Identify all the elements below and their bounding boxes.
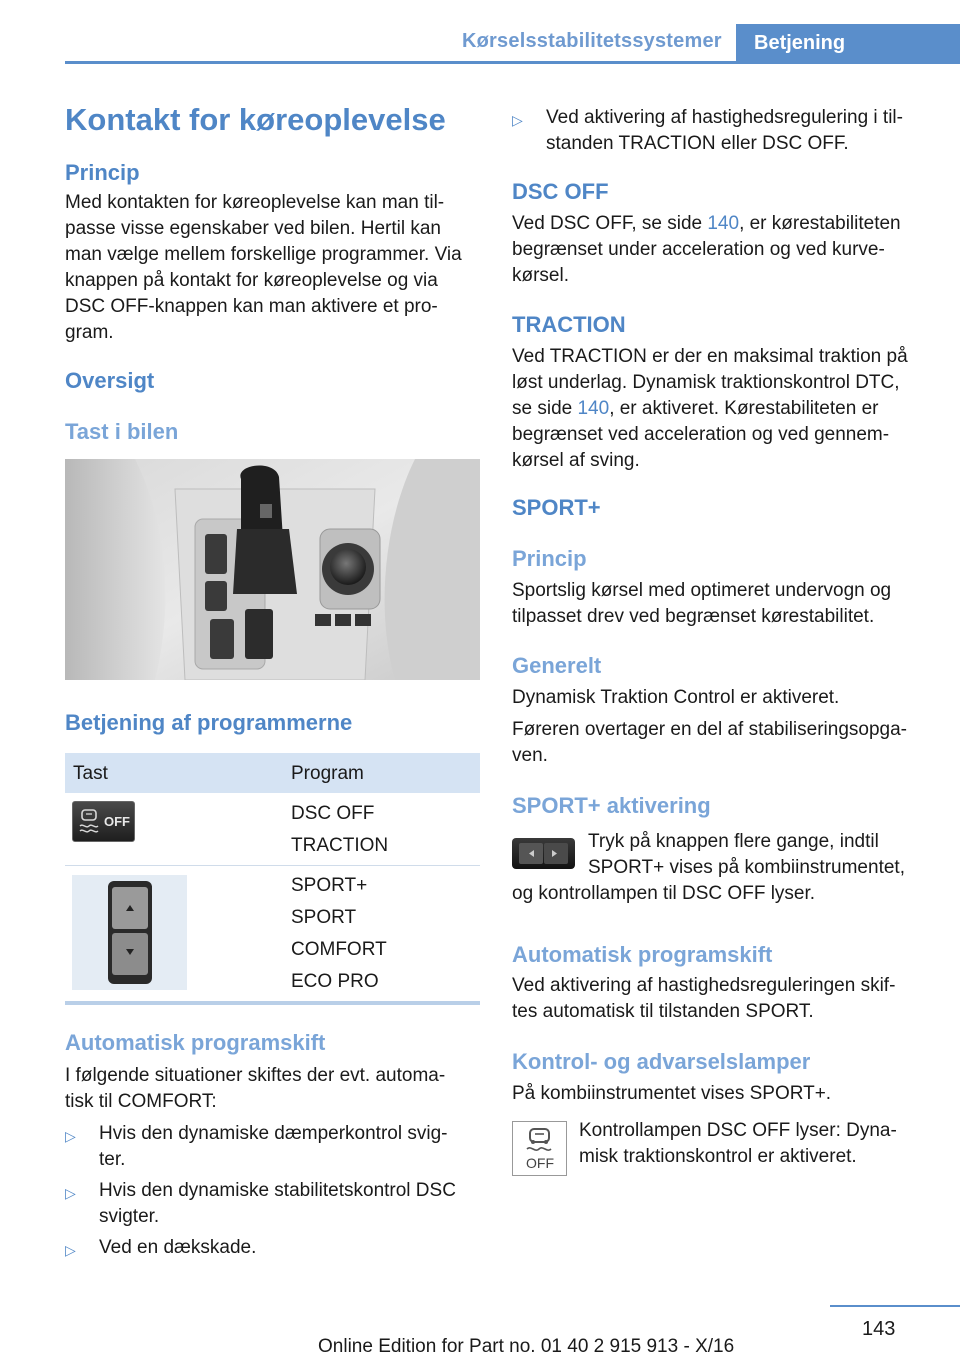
sport-princip-text: Sportslig kørsel med optimeret undervogn og tilpasset drev ved begrænset kørestabilitet. xyxy=(512,580,892,627)
header-section-title: Kørselsstabilitetssystemer xyxy=(462,30,722,52)
traction-heading: TRACTION xyxy=(512,312,626,337)
dsc-off-lamp-icon xyxy=(512,1121,567,1176)
traction-text: Ved TRACTION er der en maksimal traktion på løst underlag. Dynamisk traktionskontrol DTC, se side 140, er aktiveret. Kørestabiliteten er begrænset ved acceleration og ved gennem- kørsel af sving. xyxy=(512,346,908,471)
sport-princip-heading: Princip xyxy=(512,546,587,571)
auto-programskift-text-left: I følgende situationer skiftes der evt. automa- tisk til COMFORT: xyxy=(65,1065,446,1112)
auto-programskift-text-right: Ved aktivering af hastighedsreguleringen skif- tes automatisk til tilstanden SPORT. xyxy=(512,975,896,1022)
page-link-140[interactable]: 140 xyxy=(577,398,610,419)
header-rule xyxy=(65,61,960,64)
sport-aktivering-text: Tryk på knappen flere gange, indtil SPORT+ vises på kombiinstrumentet, og kontrollampen til DSC OFF lyser. xyxy=(512,831,905,904)
lamp-off-label: OFF xyxy=(526,1155,554,1171)
page-number: 143 xyxy=(862,1318,896,1340)
tast-heading: Tast i bilen xyxy=(65,419,179,444)
program-cell-row2: SPORT+ SPORT COMFORT ECO PRO xyxy=(291,875,387,992)
princip-text: Med kontakten for køreoplevelse kan man til- passe visse egenskaber ved bilen. Hertil kan man vælge mellem forskellige programmer. Via knappen på kontakt for køreoplevelse og via DSC OFF-knappen kan man aktivere et pro- gram. xyxy=(65,192,462,343)
bullet-triangle-icon: ▷ xyxy=(65,1128,76,1144)
edition-text: Online Edition for Part no. 01 40 2 915 913 - X/16 xyxy=(318,1336,735,1357)
table-bottom-rule xyxy=(65,1001,480,1005)
bullet-triangle-icon: ▷ xyxy=(65,1242,76,1258)
auto-programskift-heading-left: Automatisk programskift xyxy=(65,1030,326,1055)
kontrol-text: På kombiinstrumentet vises SPORT+. xyxy=(512,1083,832,1104)
generelt-heading: Generelt xyxy=(512,653,602,678)
page-title: Kontakt for køreoplevelse xyxy=(65,102,446,137)
bullet-triangle-icon: ▷ xyxy=(65,1185,76,1201)
dsc-off-heading: DSC OFF xyxy=(512,179,609,204)
kontrol-heading: Kontrol- og advarselslamper xyxy=(512,1049,811,1074)
generelt-text: Dynamisk Traktion Control er aktiveret. Føreren overtager en del af stabiliseringsopga- ven. xyxy=(512,687,907,766)
dsc-off-icon-label: OFF xyxy=(104,814,130,829)
table-row-divider xyxy=(65,865,480,866)
betjening-heading: Betjening af programmerne xyxy=(65,710,353,735)
sport-aktivering-heading: SPORT+ aktivering xyxy=(512,793,711,818)
page-link-140[interactable]: 140 xyxy=(707,213,740,234)
footer-rule xyxy=(830,1305,960,1307)
dsc-off-text: Ved DSC OFF, se side 140, er kørestabiliteten begrænset under acceleration og ved kurve- kørsel. xyxy=(512,213,901,286)
col-header-program: Program xyxy=(291,763,364,784)
auto-programskift-heading-right: Automatisk programskift xyxy=(512,942,773,967)
bullet-triangle-icon: ▷ xyxy=(512,112,523,128)
table-header xyxy=(65,753,480,793)
oversigt-heading: Oversigt xyxy=(65,368,155,393)
princip-heading: Princip xyxy=(65,160,140,185)
program-cell-row1: DSC OFF TRACTION xyxy=(291,803,389,856)
kontrol-lamp-text: Kontrollampen DSC OFF lyser: Dyna- misk traktionskontrol er aktiveret. xyxy=(579,1120,897,1167)
sport-plus-heading: SPORT+ xyxy=(512,495,601,520)
col-header-tast: Tast xyxy=(73,763,108,784)
header-tab: Betjening xyxy=(736,24,960,62)
dsc-off-button-icon xyxy=(72,801,135,842)
mode-switch-button-icon xyxy=(72,875,187,990)
console-photo xyxy=(65,459,480,680)
